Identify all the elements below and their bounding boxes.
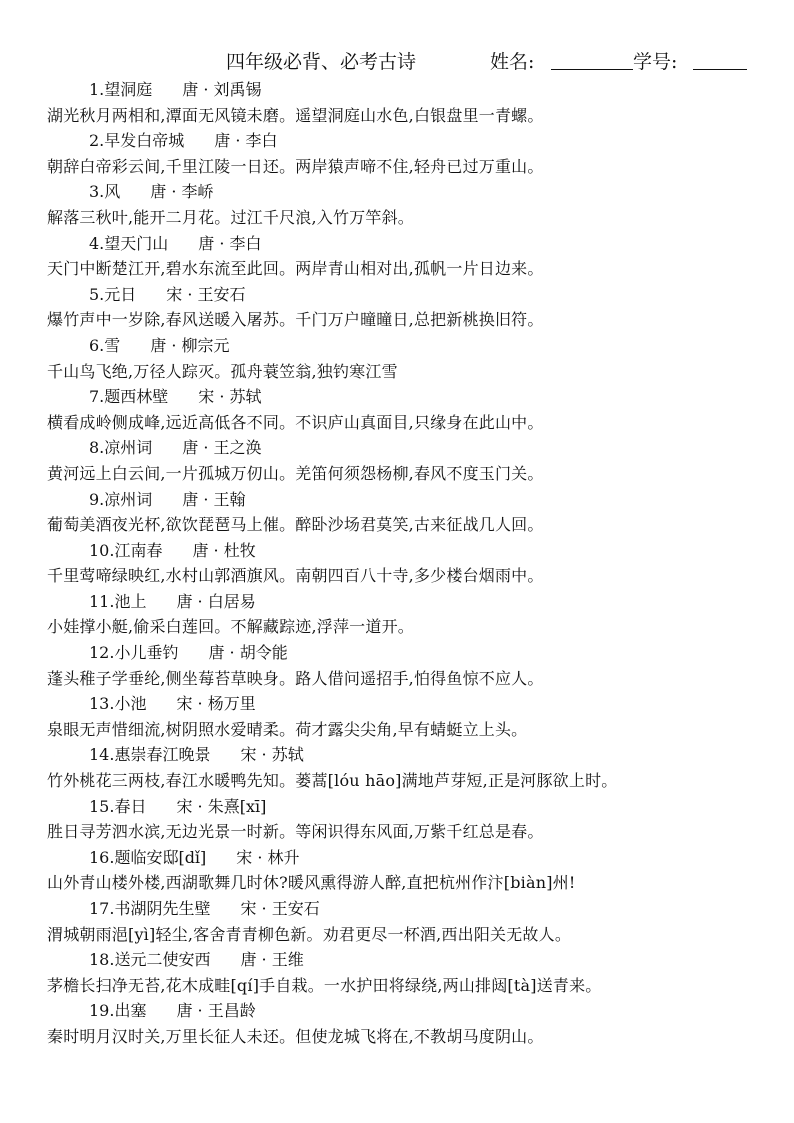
poem-title-line — [47, 77, 767, 103]
poem-title-line — [47, 128, 767, 154]
poem-title-line — [47, 231, 767, 257]
poem-text: 湖光秋月两相和,潭面无风镜未磨。遥望洞庭山水色,白银盘里一青螺。 — [47, 105, 544, 125]
student-id-label: 学号: — [633, 51, 678, 73]
poem-author: 唐 · 李白 — [198, 233, 262, 253]
poem-title-line — [47, 179, 767, 205]
poem-title: 7.题西林壁 — [89, 387, 169, 407]
poem-title-line — [47, 896, 767, 922]
poem-author: 唐 · 李白 — [214, 131, 278, 151]
poem-title-line — [47, 435, 767, 461]
poem-text: 蓬头稚子学垂纶,侧坐莓苔草映身。路人借问遥招手,怕得鱼惊不应人。 — [47, 668, 544, 688]
poem-text: 爆竹声中一岁除,春风送暖入屠苏。千门万户曈曈日,总把新桃换旧符。 — [47, 310, 544, 330]
poem-author: 唐 · 王之涣 — [182, 438, 262, 458]
poem-title-line — [47, 282, 767, 308]
poem-title: 13.小池 — [89, 694, 147, 714]
poem-title: 10.江南春 — [89, 540, 163, 560]
poem-text: 葡萄美酒夜光杯,欲饮琵琶马上催。醉卧沙场君莫笑,古来征战几人回。 — [47, 515, 544, 535]
page-header — [0, 47, 794, 77]
poem-title: 18.送元二使安西 — [89, 950, 211, 970]
poem-author: 宋 · 杨万里 — [176, 694, 256, 714]
poem-title-line — [47, 742, 767, 768]
poem-title-line — [47, 947, 767, 973]
poem-list — [47, 77, 767, 1050]
poem-author: 宋 · 苏轼 — [198, 387, 262, 407]
poem-author: 唐 · 刘禹锡 — [182, 80, 262, 99]
poem-text: 解落三秋叶,能开二月花。过江千尺浪,入竹万竿斜。 — [47, 207, 414, 227]
poem-title: 15.春日 — [89, 796, 147, 816]
poem-text: 渭城朝雨浥[yì]轻尘,客舍青青柳色新。劝君更尽一杯酒,西出阳关无故人。 — [47, 924, 572, 944]
poem-title: 9.凉州词 — [89, 489, 153, 509]
poem-title: 11.池上 — [89, 591, 147, 611]
poem-text: 千里莺啼绿映红,水村山郭酒旗风。南朝四百八十寺,多少楼台烟雨中。 — [47, 566, 544, 586]
poem-author: 宋 · 王安石 — [240, 899, 320, 918]
poem-title-line — [47, 640, 767, 666]
poem-title-line — [47, 487, 767, 513]
poem-author: 宋 · 苏轼 — [240, 745, 304, 765]
poem-text: 秦时明月汉时关,万里长征人未还。但使龙城飞将在,不教胡马度阴山。 — [47, 1026, 544, 1046]
poem-author: 唐 · 柳宗元 — [150, 335, 230, 355]
poem-text: 朝辞白帝彩云间,千里江陵一日还。两岸猿声啼不住,轻舟已过万重山。 — [47, 156, 544, 176]
poem-author: 宋 · 王安石 — [166, 284, 246, 304]
poem-title: 6.雪 — [89, 335, 121, 355]
poem-title: 17.书湖阴先生壁 — [89, 899, 211, 918]
student-id-blank-line[interactable] — [693, 69, 747, 70]
poem-author: 唐 · 李峤 — [150, 182, 214, 202]
poem-title: 12.小儿垂钓 — [89, 643, 179, 663]
poem-title-line — [47, 333, 767, 359]
poem-text: 黄河远上白云间,一片孤城万仞山。羌笛何须怨杨柳,春风不度玉门关。 — [47, 463, 544, 483]
poem-title: 14.惠崇春江晚景 — [89, 745, 211, 765]
poem-title-line — [47, 998, 767, 1024]
poem-author: 宋 · 朱熹[xī] — [176, 796, 267, 816]
poem-text: 茅檐长扫净无苔,花木成畦[qí]手自栽。一水护田将绿绕,两山排闼[tà]送青来。 — [47, 975, 602, 995]
poem-author: 唐 · 杜牧 — [192, 540, 256, 560]
poem-title-line — [47, 845, 767, 871]
poem-title: 16.题临安邸[dǐ] — [89, 847, 207, 867]
poem-text: 天门中断楚江开,碧水东流至此回。两岸青山相对出,孤帆一片日边来。 — [47, 259, 544, 279]
poem-text: 千山鸟飞绝,万径人踪灭。孤舟蓑笠翁,独钓寒江雪 — [47, 361, 398, 381]
page-title: 四年级必背、必考古诗 — [226, 51, 417, 73]
poem-text: 泉眼无声惜细流,树阴照水爱晴柔。荷才露尖尖角,早有蜻蜓立上头。 — [47, 719, 528, 739]
poem-title-line — [47, 691, 767, 717]
poem-title-line — [47, 538, 767, 564]
poem-text: 山外青山楼外楼,西湖歌舞几时休?暖风熏得游人醉,直把杭州作汴[biàn]州! — [47, 873, 576, 893]
poem-text: 竹外桃花三两枝,春江水暖鸭先知。蒌蒿[lóu hāo]满地芦芽短,正是河豚欲上时。 — [47, 771, 618, 791]
poem-author: 唐 · 胡令能 — [208, 643, 288, 663]
poem-title: 4.望天门山 — [89, 233, 169, 253]
poem-title: 5.元日 — [89, 284, 137, 304]
poem-author: 唐 · 白居易 — [176, 591, 256, 611]
poem-author: 唐 · 王维 — [240, 950, 304, 970]
poem-title-line — [47, 589, 767, 615]
name-blank-line[interactable] — [551, 69, 633, 70]
poem-text: 胜日寻芳泗水滨,无边光景一时新。等闲识得东风面,万紫千红总是春。 — [47, 822, 544, 842]
poem-title: 2.早发白帝城 — [89, 131, 185, 151]
poem-author: 宋 · 林升 — [236, 847, 300, 867]
poem-title: 3.风 — [89, 182, 121, 202]
poem-title: 19.出塞 — [89, 1001, 147, 1021]
poem-author: 唐 · 王翰 — [182, 489, 246, 509]
poem-title: 1.望洞庭 — [89, 80, 153, 99]
name-label: 姓名: — [490, 51, 535, 73]
poem-text: 横看成岭侧成峰,远近高低各不同。不识庐山真面目,只缘身在此山中。 — [47, 412, 544, 432]
poem-title-line — [47, 384, 767, 410]
poem-title: 8.凉州词 — [89, 438, 153, 458]
poem-title-line — [47, 794, 767, 820]
poem-author: 唐 · 王昌龄 — [176, 1001, 256, 1021]
poem-text: 小娃撑小艇,偷采白莲回。不解藏踪迹,浮萍一道开。 — [47, 617, 414, 637]
